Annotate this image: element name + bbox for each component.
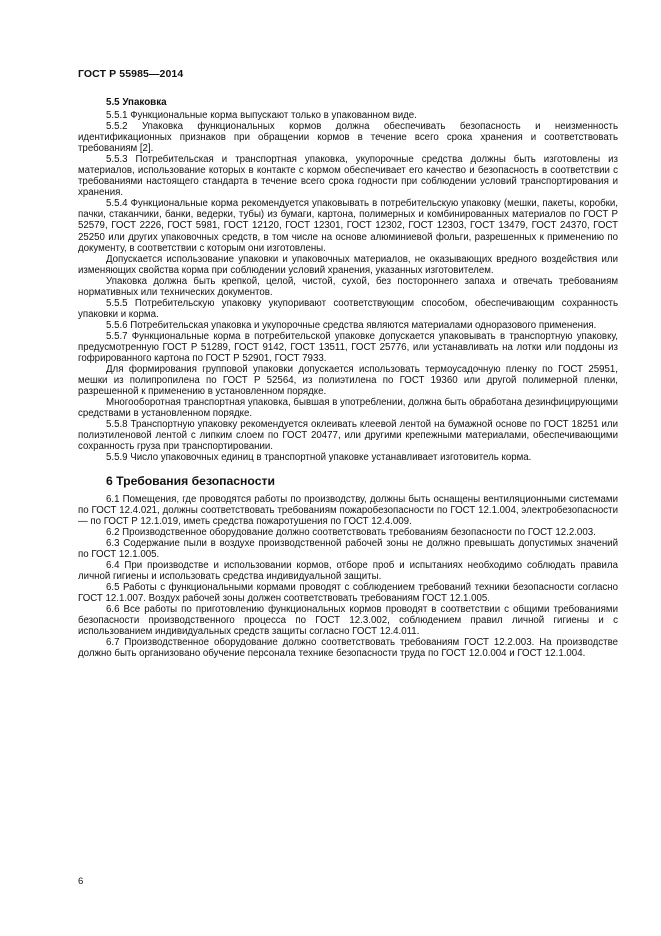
paragraph-6-5: 6.5 Работы с функциональными кормами проводят с соблюдением требований техники безопасности согласно ГОСТ 12.1.007. Воздух рабочей зоны должен соответствовать требованиям ГОСТ 12.1.005. [78, 581, 618, 604]
paragraph-5-5-2: 5.5.2 Упаковка функциональных кормов должна обеспечивать безопасность и неизменность идентификационных признаков при обращении кормов в течение всего срока хранения и соответствовать требованиям [2]. [78, 121, 618, 155]
page-number: 6 [78, 876, 84, 887]
paragraph-5-5-3: 5.5.3 Потребительская и транспортная упаковка, укупорочные средства должны быть изготовлены из материалов, использование которых в контакте с кормом обеспечивает его качество и безопасность в соответствии с требованиями настоящего стандарта в течение всего срока годности при соблюдении условий транспортирования и хранения. [78, 154, 618, 199]
paragraph-5-5-4-allowance: Допускается использование упаковки и упаковочных материалов, не оказывающих вредного воздействия или изменяющих свойства корма при соблюдении условий хранения, указанных изготовителем. [78, 253, 618, 276]
paragraph-5-5-8: 5.5.8 Транспортную упаковку рекомендуется оклеивать клеевой лентой на бумажной основе по ГОСТ 18251 или полиэтиленовой лентой с липким слоем по ГОСТ 20477, или другими крепежными материалами, обеспечивающими сохранность груза при транспортировании. [78, 419, 618, 453]
document-code-header: ГОСТ Р 55985—2014 [78, 68, 184, 80]
paragraph-5-5-9: 5.5.9 Число упаковочных единиц в транспортной упаковке устанавливает изготовитель корма. [106, 452, 532, 464]
page-content [78, 96, 618, 659]
paragraph-5-5-1: 5.5.1 Функциональные корма выпускают только в упакованном виде. [106, 110, 417, 121]
paragraph-6-3: 6.3 Содержание пыли в воздухе производственной рабочей зоны не должно превышать допустимых значений по ГОСТ 12.1.005. [78, 537, 618, 560]
paragraph-6-7: 6.7 Производственное оборудование должно соответствовать требованиям ГОСТ 12.2.003. На производстве должно быть организовано обучение персонала технике безопасности труда по ГОСТ 12.0.004 и ГОСТ 12.1.004. [78, 637, 618, 660]
paragraph-5-5-7-reusable: Многооборотная транспортная упаковка, бывшая в употреблении, должна быть обработана дезинфицирующими средствами в установленном порядке. [78, 397, 618, 420]
section-5-5-heading: 5.5 Упаковка [106, 97, 167, 108]
paragraph-6-6: 6.6 Все работы по приготовлению функциональных кормов проводят в соответствии с общими требованиями безопасности производственного процесса по ГОСТ 12.3.002, соблюдением правил личной гигиены и с использованием индивидуальных средств защиты согласно ГОСТ 12.4.011. [78, 603, 618, 638]
paragraph-6-1: 6.1 Помещения, где проводятся работы по производству, должны быть оснащены вентиляционными системами по ГОСТ 12.4.021, должны соответствовать требованиям пожаробезопасности по ГОСТ 12.1.004, электробезопасности — по ГОСТ Р 12.1.019, иметь средства пожаротушения по ГОСТ 12.4.009. [78, 493, 618, 527]
paragraph-6-4: 6.4 При производстве и использовании кормов, отборе проб и испытаниях необходимо соблюдать правила личной гигиены и использовать средства индивидуальной защиты. [78, 559, 618, 582]
paragraph-5-5-6: 5.5.6 Потребительская упаковка и укупорочные средства являются материалами одноразового применения. [106, 319, 597, 331]
paragraph-5-5-7: 5.5.7 Функциональные корма в потребительской упаковке допускается упаковывать в транспортную упаковку, предусмотренную ГОСТ Р 51289, ГОСТ 9142, ГОСТ 13511, ГОСТ 25776, или устанавливать на лотки или поддоны из гофрированного картона по ГОСТ Р 52901, ГОСТ 7933. [78, 330, 618, 365]
paragraph-5-5-4: 5.5.4 Функциональные корма рекомендуется упаковывать в потребительскую упаковку (мешки, пакеты, коробки, пачки, стаканчики, банки, ведерки, тубы) из бумаги, картона, полимерных и комбинированных материалов по ГОСТ Р 52579, ГОСТ 2226, ГОСТ 5981, ГОСТ 12120, ГОСТ 12301, ГОСТ 12302, ГОСТ 12303, ГОСТ 13479, ГОСТ 24370, ГОСТ 25250 или других упаковочных средств, в том числе на основе алюминиевой фольги, разрешенных к применению по документу, в соответствии с которым они изготовлены. [78, 198, 618, 254]
paragraph-6-2: 6.2 Производственное оборудование должно соответствовать требованиям безопасности по ГОСТ 12.2.003. [106, 526, 596, 538]
paragraph-5-5-7-group-packaging: Для формирования групповой упаковки допускается использовать термоусадочную пленку по ГОСТ 25951, мешки из полипропилена по ГОСТ Р 52564, из полиэтилена по ГОСТ 19360 или другой полимерной пленки, разрешенной к применению в установленном порядке. [78, 364, 618, 398]
paragraph-5-5-4-requirements: Упаковка должна быть крепкой, целой, чистой, сухой, без постороннего запаха и отвечать требованиям нормативных или технических документов. [78, 275, 618, 298]
paragraph-5-5-5: 5.5.5 Потребительскую упаковку укупоривают соответствующим способом, обеспечивающим сохранность упаковки и корма. [78, 297, 618, 320]
section-6-heading: 6 Требования безопасности [106, 473, 275, 488]
